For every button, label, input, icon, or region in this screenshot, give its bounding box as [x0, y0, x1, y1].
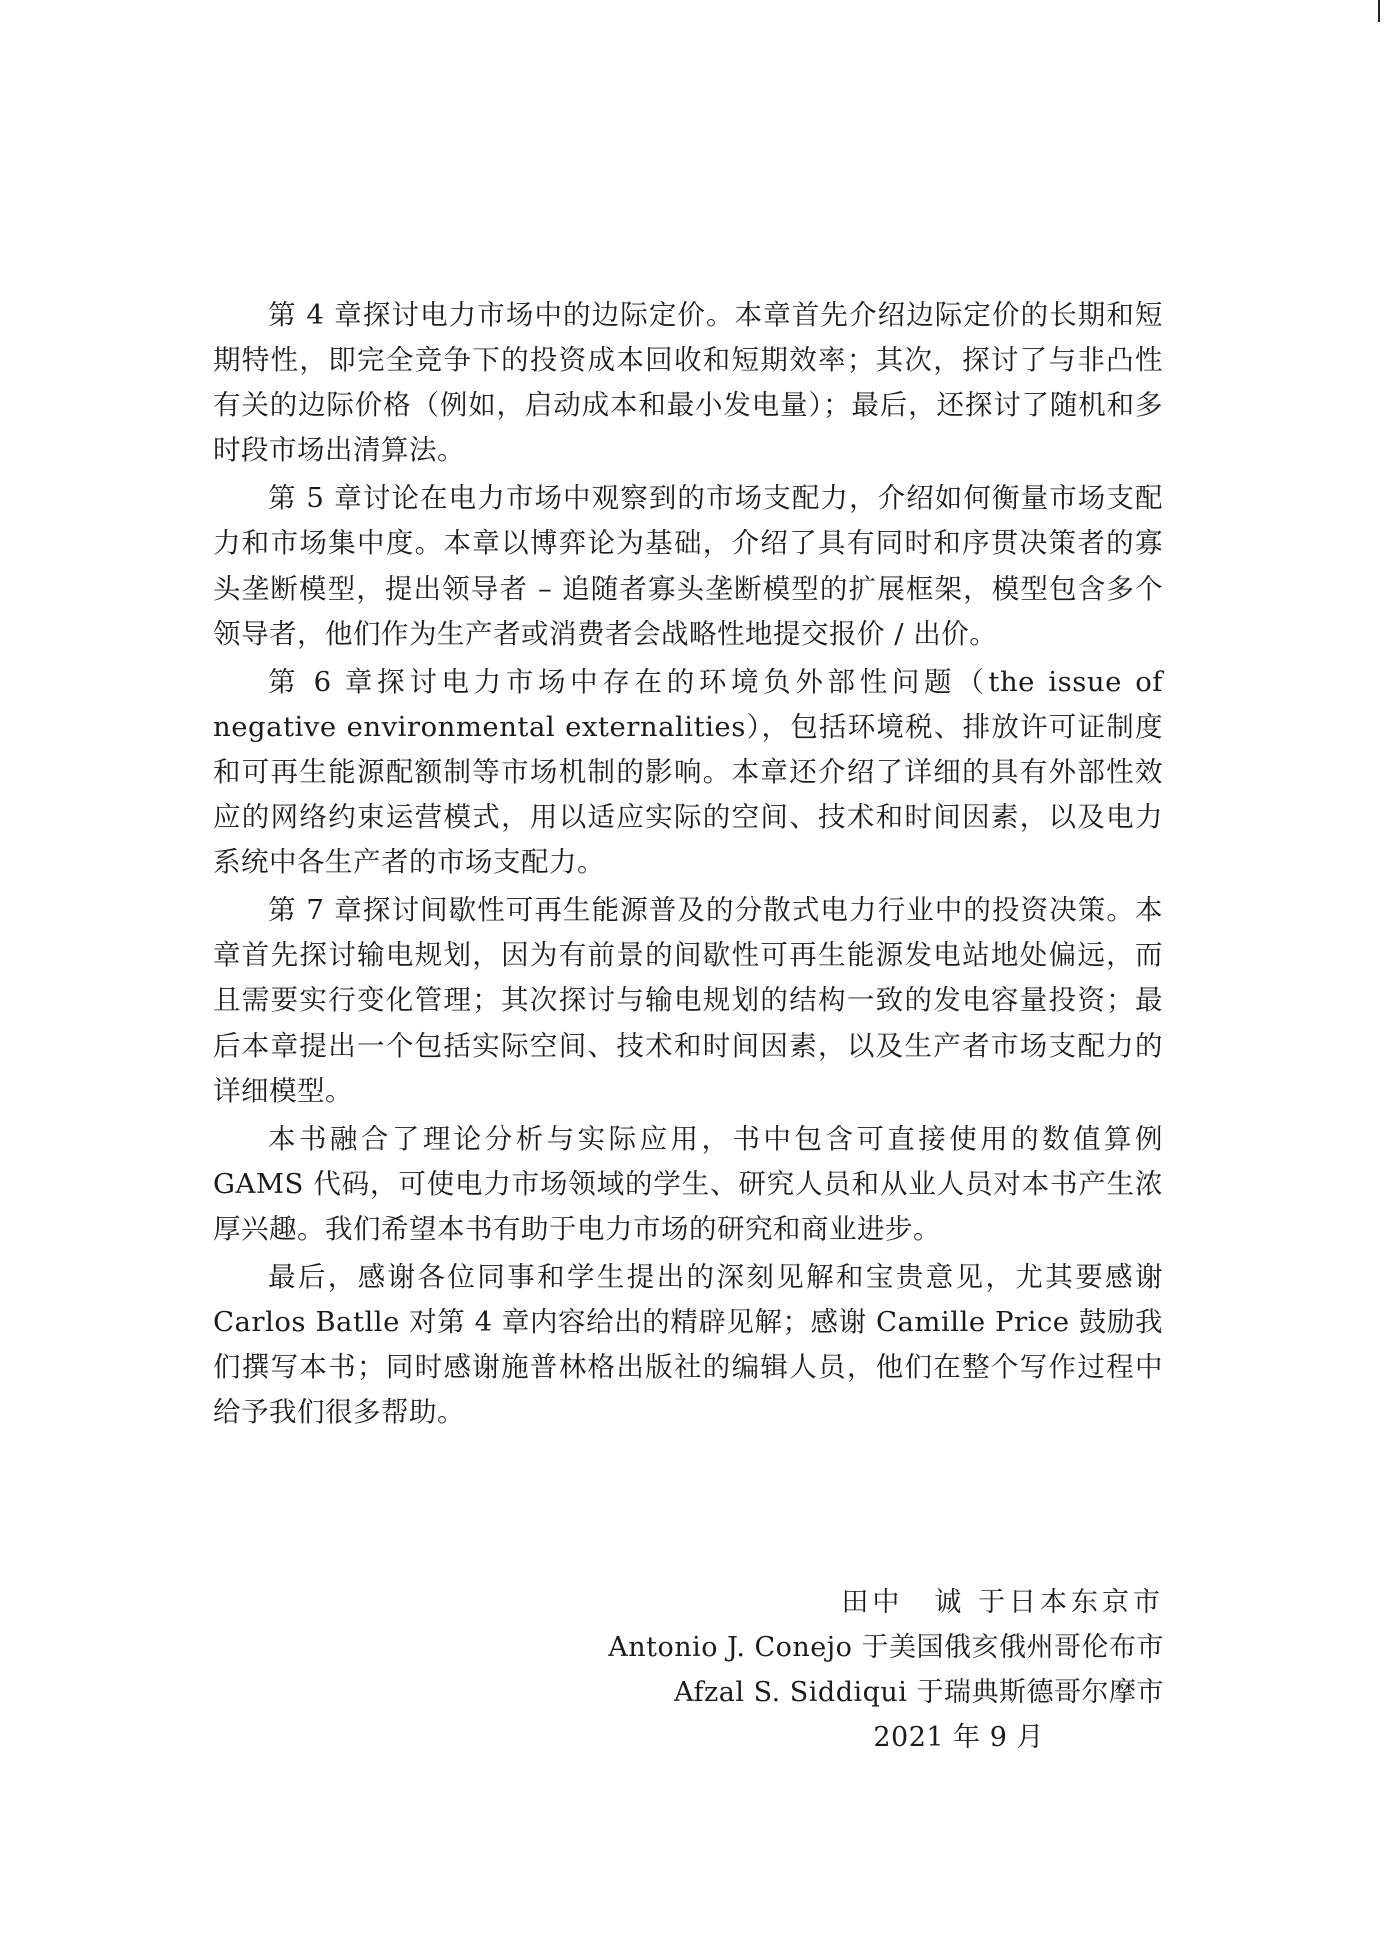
signature-tanaka: 田中 诚 于日本东京市 [841, 1587, 1164, 1618]
signature-date: 2021 年 9 月 [873, 1722, 1044, 1753]
paragraph-book-summary: 本书融合了理论分析与实际应用，书中包含可直接使用的数值算例 GAMS 代码，可使电力市场领域的学生、研究人员和从业人员对本书产生浓厚兴趣。我们希望本书有助于电力市场的研究和商业进步。 [213, 1122, 1163, 1245]
paragraph-chapter-7: 第 7 章探讨间歇性可再生能源普及的分散式电力行业中的投资决策。本章首先探讨输电规划，因为有前景的间歇性可再生能源发电站地处偏远，而且需要实行变化管理；其次探讨与输电规划的结构一致的发电容量投资；最后本章提出一个包括实际空间、技术和时间因素，以及生产者市场支配力的详细模型。 [213, 894, 1163, 1107]
paragraph-chapter-4: 第 4 章探讨电力市场中的边际定价。本章首先介绍边际定价的长期和短期特性，即完全竞争下的投资成本回收和短期效率；其次，探讨了与非凸性有关的边际价格（例如，启动成本和最小发电量）；最后，还探讨了随机和多时段市场出清算法。 [213, 299, 1163, 467]
paragraph-acknowledgements: 最后，感谢各位同事和学生提出的深刻见解和宝贵意见，尤其要感谢 Carlos Batlle 对第 4 章内容给出的精辟见解；感谢 Camille Price 鼓励我们撰写本书；同时感谢施普林格出版社的编辑人员，他们在整个写作过程中给予我们很多帮助。 [213, 1260, 1163, 1429]
page-edge-mark [1378, 0, 1380, 22]
preface-body [213, 293, 1163, 1435]
signature-conejo: Antonio J. Conejo 于美国俄亥俄州哥伦布市 [608, 1632, 1164, 1663]
signature-siddiqui: Afzal S. Siddiqui 于瑞典斯德哥尔摩市 [674, 1677, 1164, 1708]
paragraph-chapter-6: 第 6 章探讨电力市场中存在的环境负外部性问题（the issue of negative environmental externalities），包括环境税、排放许可证制度和可再生能源配额制等市场机制的影响。本章还介绍了详细的具有外部性效应的网络约束运营模式，用以适应实际的空间、技术和时间因素，以及电力系统中各生产者的市场支配力。 [213, 665, 1163, 879]
signature-block [364, 1580, 1164, 1760]
paragraph-chapter-5: 第 5 章讨论在电力市场中观察到的市场支配力，介绍如何衡量市场支配力和市场集中度。本章以博弈论为基础，介绍了具有同时和序贯决策者的寡头垄断模型，提出领导者 – 追随者寡头垄断模型的扩展框架，模型包含多个领导者，他们作为生产者或消费者会战略性地提交报价 / 出价。 [213, 482, 1163, 650]
